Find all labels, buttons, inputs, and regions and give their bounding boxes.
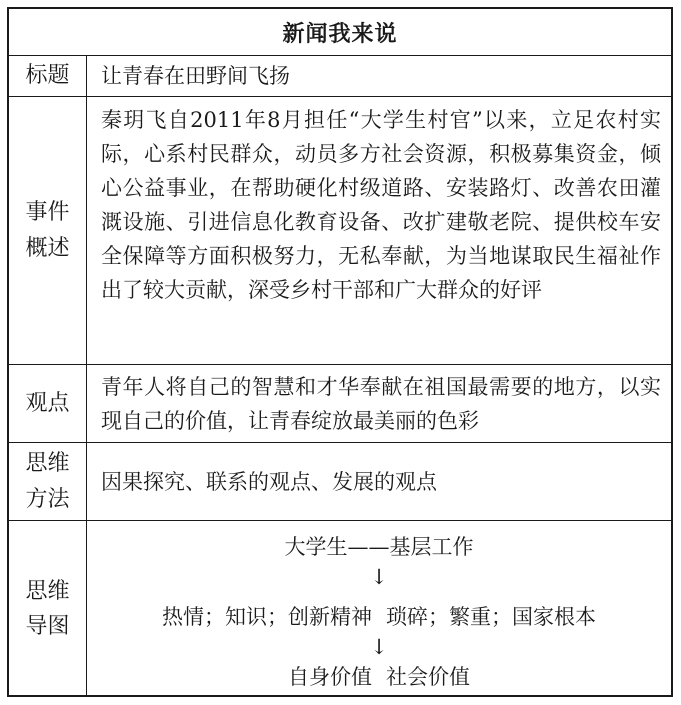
row-view: [9, 365, 671, 443]
mind-map-line-2-left: 热情；知识；创新精神: [162, 605, 372, 629]
row-title-content: 让青春在田野间飞扬: [101, 64, 290, 88]
mind-map-line-2: [87, 601, 671, 631]
row-method-label: 思维 方法: [9, 443, 87, 520]
row-event-label: 事件 概述: [9, 97, 87, 364]
row-view-content: 青年人将自己的智慧和才华奉献在祖国最需要的地方，以实现自己的价值，让青春绽放最美丽的色彩: [101, 374, 661, 433]
mind-map-line-3-right: 社会价值: [386, 665, 470, 689]
mind-map-line-3-left: 自身价值: [288, 665, 372, 689]
table-title: 新闻我来说: [282, 21, 398, 47]
mind-map-line-2-right: 琐碎；繁重；国家根本: [386, 605, 596, 629]
row-method-content: 因果探究、联系的观点、发展的观点: [101, 469, 437, 494]
down-arrow-icon: ↓: [370, 565, 388, 589]
table-header: [9, 9, 671, 56]
row-title: [9, 56, 671, 97]
down-arrow-icon: ↓: [370, 635, 388, 659]
row-event-content: 秦玥飞自2011年8月担任“大学生村官”以来，立足农村实际，心系村民群众，动员多方社会资源，积极募集资金，倾心公益事业，在帮助硬化村级道路、安装路灯、改善农田灌溉设施、引进信息化教育设备、改扩建敬老院、提供校车安全保障等方面积极努力，无私奉献，为当地谋取民生福祉作出了较大贡献，深受乡村干部和广大群众的好评: [101, 108, 661, 302]
news-table: [7, 7, 673, 697]
mind-map: [87, 521, 671, 697]
row-event: [9, 97, 671, 365]
row-title-label: 标题: [9, 56, 87, 96]
mind-map-line-1: 大学生——基层工作: [284, 535, 474, 559]
row-mind-map: [9, 521, 671, 697]
row-map-label: 思维 导图: [9, 521, 87, 697]
row-method: [9, 443, 671, 521]
row-view-label: 观点: [9, 365, 87, 442]
mind-map-line-3: [87, 661, 671, 691]
